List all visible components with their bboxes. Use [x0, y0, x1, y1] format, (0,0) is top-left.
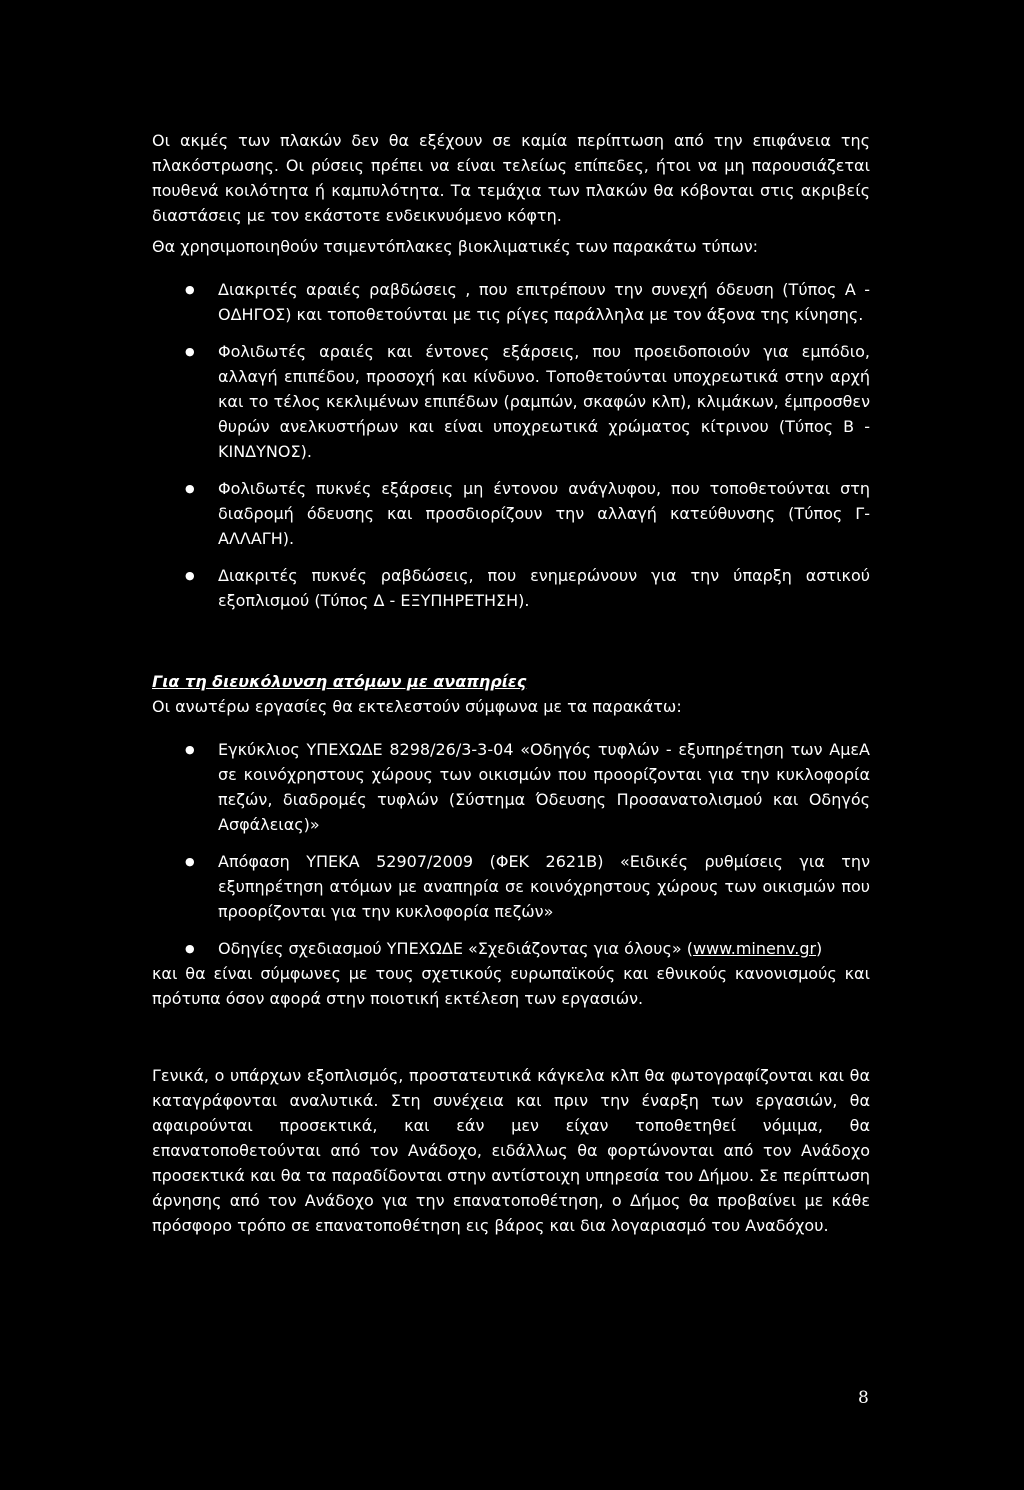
- list-item-text: Φολιδωτές πυκνές εξάρσεις μη έντονου ανάγλυφου, που τοποθετούνται στη διαδρομή όδευσης και προσδιορίζουν την αλλαγή κατεύθυνσης (Τύπος Γ- ΑΛΛΑΓΗ).: [218, 479, 870, 548]
- bullet-icon: ●: [185, 855, 195, 868]
- equipment-paragraph: Γενικά, ο υπάρχων εξοπλισμός, προστατευτικά κάγκελα κλπ θα φωτογραφίζονται και θα καταγράφονται αναλυτικά. Στη συνέχεια και πριν την έναρξη των εργασιών, θα αφαιρούνται προσεκτικά, και εάν μεν είχαν τοποθετηθεί νόμιμα, θα επανατοποθετούνται από τον Ανάδοχο, ειδάλλως θα φορτώνονται από τον Ανάδοχο προσεκτικά και θα τα παραδίδονται στην αντίστοιχη υπηρεσία του Δήμου. Σε περίπτωση άρνησης από τον Ανάδοχο για την επανατοποθέτηση, ο Δήμος θα προβαίνει με κάθε πρόσφορο τρόπο σε επανατοποθέτηση εις βάρος και δια λογαριασμό του Αναδόχου.: [152, 1066, 870, 1235]
- list-item-text: Διακριτές πυκνές ραβδώσεις, που ενημερώνουν για την ύπαρξη αστικού εξοπλισμού (Τύπος Δ - ΕΞΥΠΗΡΕΤΗΣΗ).: [218, 566, 870, 610]
- document-page: [152, 128, 870, 1238]
- regulations-list: [152, 737, 870, 961]
- list-item-text: Οδηγίες σχεδιασμού ΥΠΕΧΩΔΕ «Σχεδιάζοντας για όλους» (: [218, 939, 693, 958]
- accessibility-heading: Για τη διευκόλυνση ατόμων με αναπηρίες: [152, 672, 527, 691]
- bullet-icon: ●: [185, 743, 195, 756]
- bullet-icon: ●: [185, 942, 195, 955]
- bullet-icon: ●: [185, 569, 195, 582]
- list-item: [152, 563, 870, 613]
- accessibility-intro: Οι ανωτέρω εργασίες θα εκτελεστούν σύμφωνα με τα παρακάτω:: [152, 697, 682, 716]
- list-item: [152, 476, 870, 551]
- list-item-text: Εγκύκλιος ΥΠΕΧΩΔΕ 8298/26/3-3-04 «Οδηγός τυφλών - εξυπηρέτηση των ΑμεΑ σε κοινόχρηστους χώρους των οικισμών που προορίζονται για την κυκλοφορία πεζών, διαδρομές τυφλών (Σύστημα Όδευσης Προσανατολισμού και Οδηγός Ασφάλειας)»: [218, 740, 870, 834]
- page-number: 8: [858, 1388, 869, 1408]
- bullet-icon: ●: [185, 345, 195, 358]
- tile-types-intro: Θα χρησιμοποιηθούν τσιμεντόπλακες βιοκλιματικές των παρακάτω τύπων:: [152, 237, 759, 256]
- list-item-text: Διακριτές αραιές ραβδώσεις , που επιτρέπουν την συνεχή όδευση (Τύπος Α - ΟΔΗΓΟΣ) και τοποθετούνται με τις ρίγες παράλληλα με τον άξονα της κίνησης.: [218, 280, 870, 324]
- tile-types-list: [152, 277, 870, 613]
- bullet-icon: ●: [185, 283, 195, 296]
- list-item-text: Φολιδωτές αραιές και έντονες εξάρσεις, που προειδοποιούν για εμπόδιο, αλλαγή επιπέδου, προσοχή και κίνδυνο. Τοποθετούνται υποχρεωτικά στην αρχή και το τέλος κεκλιμένων επιπέδων (ραμπών, σκαφών κλπ), κλιμάκων, έμπροσθεν θυρών ανελκυστήρων και είναι υποχρεωτικά χρώματος κίτρινου (Τύπος Β - ΚΙΝΔΥΝΟΣ).: [218, 342, 870, 461]
- list-item: [152, 737, 870, 837]
- accessibility-closing: και θα είναι σύμφωνες με τους σχετικούς ευρωπαϊκούς και εθνικούς κανονισμούς και πρότυπα όσον αφορά στην ποιοτική εκτέλεση των εργασιών.: [152, 964, 870, 1008]
- minenv-link[interactable]: www.minenv.gr: [692, 939, 817, 958]
- list-item: [152, 849, 870, 924]
- list-item: [152, 277, 870, 327]
- intro-paragraph: Οι ακμές των πλακών δεν θα εξέχουν σε καμία περίπτωση από την επιφάνεια της πλακόστρωσης. Οι ρύσεις πρέπει να είναι τελείως επίπεδες, ήτοι να μη παρουσιάζεται πουθενά κοιλότητα ή καμπυλότητα. Τα τεμάχια των πλακών θα κόβονται στις ακριβείς διαστάσεις με τον εκάστοτε ενδεικνυόμενο κόφτη.: [152, 131, 870, 225]
- list-item-text-end: ): [816, 939, 823, 958]
- list-item: [152, 936, 870, 961]
- list-item-text: Απόφαση ΥΠΕΚΑ 52907/2009 (ΦΕΚ 2621Β) «Ειδικές ρυθμίσεις για την εξυπηρέτηση ατόμων με αναπηρία σε κοινόχρηστους χώρους των οικισμών που προορίζονται για την κυκλοφορία πεζών»: [218, 852, 870, 921]
- list-item: [152, 339, 870, 464]
- bullet-icon: ●: [185, 482, 195, 495]
